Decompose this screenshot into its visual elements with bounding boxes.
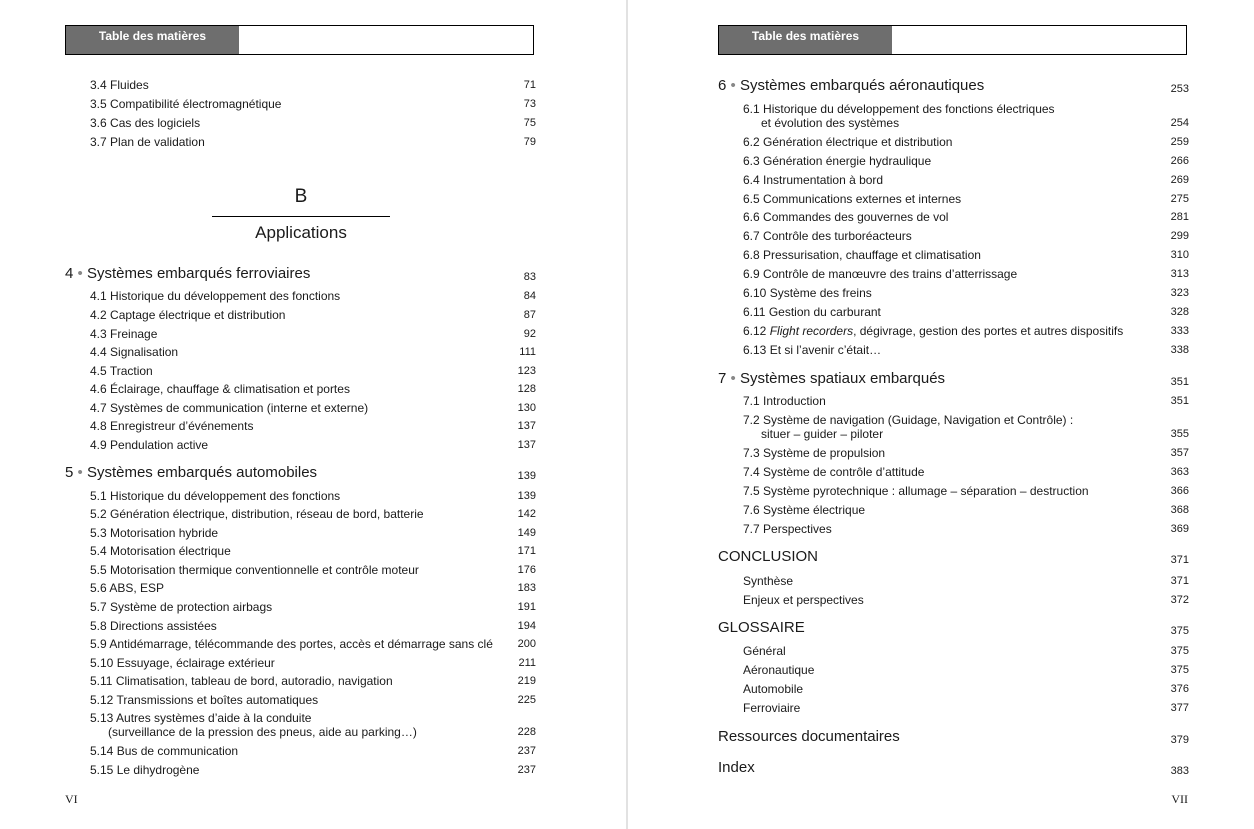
entry-title: Général: [743, 644, 786, 658]
entry-title: Autres systèmes d’aide à la conduite: [116, 711, 312, 725]
entry-label: [90, 507, 424, 521]
page-ref: 128: [517, 383, 536, 395]
page-ref: 139: [517, 470, 536, 482]
page-header: [718, 25, 1187, 55]
entry-title: Système de navigation (Guidage, Navigation et Contrôle) :: [763, 413, 1074, 427]
section-number: 4.2: [90, 308, 107, 322]
page-ref: 228: [517, 726, 536, 738]
entry-label: [90, 563, 419, 577]
entry-label: [743, 267, 1017, 281]
entry-label: [743, 192, 961, 206]
page-ref: 379: [1170, 734, 1189, 746]
entry-label: [718, 370, 945, 388]
page-ref: 254: [1170, 117, 1189, 129]
section-number: 4.9: [90, 438, 107, 452]
entry-label: [90, 763, 199, 777]
entry-label: [743, 305, 881, 319]
section-number: 7.1: [743, 394, 760, 408]
page-ref: 369: [1170, 523, 1189, 535]
entry-title: Communications externes et internes: [763, 192, 962, 206]
entry-title: Freinage: [110, 327, 158, 341]
entry-label: [743, 701, 800, 715]
page-ref: 357: [1170, 447, 1189, 459]
section-number: 7.3: [743, 446, 760, 460]
page-ref: 171: [517, 545, 536, 557]
page-ref: 225: [517, 694, 536, 706]
page-ref: 130: [517, 402, 536, 414]
entry-title: Le dihydrogène: [116, 763, 200, 777]
section-number: 4.3: [90, 327, 107, 341]
entry-title: Système de protection airbags: [110, 600, 273, 614]
page-ref: 183: [517, 582, 536, 594]
entry-title: Climatisation, tableau de bord, autoradio, navigation: [115, 674, 393, 688]
entry-title: Compatibilité électromagnétique: [110, 97, 282, 111]
page-ref: 142: [517, 508, 536, 520]
entry-label: [90, 619, 217, 633]
entry-label: [90, 744, 238, 758]
entry-title: Commandes des gouvernes de vol: [763, 210, 949, 224]
page-ref: 366: [1170, 485, 1189, 497]
page-number: VII: [1171, 792, 1188, 806]
chapter-title: Systèmes embarqués automobiles: [86, 464, 318, 481]
entry-label: [90, 116, 200, 130]
page-ref: 377: [1170, 702, 1189, 714]
left-page: [0, 0, 626, 829]
entry-label: [90, 438, 208, 452]
section-number: 5.10: [90, 656, 114, 670]
section-number: 3.6: [90, 116, 107, 130]
part-title: Applications: [255, 223, 347, 242]
entry-label: [743, 154, 931, 168]
entry-title: Automobile: [743, 682, 804, 696]
page-ref: 275: [1170, 193, 1189, 205]
entry-title: Essuyage, éclairage extérieur: [116, 656, 275, 670]
page-ref: 87: [523, 309, 536, 321]
section-number: 5.1: [90, 489, 107, 503]
entry-title: Historique du développement des fonctions: [110, 489, 341, 503]
entry-label: [743, 324, 1123, 338]
entry-label: [90, 711, 311, 725]
page-ref: 75: [523, 117, 536, 129]
entry-label: [90, 308, 285, 322]
entry-label: [65, 265, 310, 283]
entry-label: [90, 600, 272, 614]
bullet-icon: •: [726, 77, 740, 94]
entry-title: Éclairage, chauffage & climatisation et portes: [110, 382, 350, 396]
section-number: 7.6: [743, 503, 760, 517]
entry-label: [718, 548, 818, 566]
entry-label: [743, 286, 872, 300]
entry-title: Ferroviaire: [743, 701, 801, 715]
entry-title: Ressources documentaires: [718, 728, 900, 745]
section-number: 5.2: [90, 507, 107, 521]
page-ref: 191: [517, 601, 536, 613]
chapter-number: 4: [65, 265, 74, 282]
entry-title: Pendulation active: [110, 438, 209, 452]
section-number: 5.7: [90, 600, 107, 614]
header-title: Table des matières: [751, 29, 860, 43]
entry-title: Signalisation: [110, 345, 179, 359]
chapter-number: 7: [718, 370, 727, 387]
section-number: 5.13: [90, 711, 114, 725]
entry-title: Enjeux et perspectives: [743, 593, 864, 607]
entry-label: [743, 663, 814, 677]
section-number: 6.2: [743, 135, 760, 149]
section-number: 3.5: [90, 97, 107, 111]
entry-title: Introduction: [763, 394, 826, 408]
page-ref: 371: [1170, 575, 1189, 587]
entry-label: [90, 581, 164, 595]
section-number: 5.14: [90, 744, 114, 758]
entry-title: Contrôle de manœuvre des trains d’atterrissage: [763, 267, 1018, 281]
entry-label: [90, 97, 281, 111]
page-number: VI: [65, 792, 78, 806]
entry-label: [743, 343, 881, 357]
entry-label: [743, 210, 948, 224]
entry-label: [718, 619, 805, 637]
section-number: 6.4: [743, 173, 760, 187]
entry-label: [743, 102, 1055, 116]
entry-label: [743, 522, 832, 536]
page-ref: 266: [1170, 155, 1189, 167]
entry-title: Système de propulsion: [763, 446, 886, 460]
entry-title: Génération énergie hydraulique: [763, 154, 932, 168]
section-number: 6.1: [743, 102, 760, 116]
section-number: 4.6: [90, 382, 107, 396]
entry-label: [743, 503, 865, 517]
part-letter: B: [294, 186, 308, 207]
entry-label: [743, 593, 864, 607]
section-number: 4.1: [90, 289, 107, 303]
page-ref: 71: [523, 79, 536, 91]
entry-label: [90, 78, 149, 92]
entry-title: , dégivrage, gestion des portes et autres dispositifs: [853, 324, 1124, 338]
page-ref: 299: [1170, 230, 1189, 242]
page-ref: 371: [1170, 554, 1189, 566]
entry-title: Génération électrique, distribution, réseau de bord, batterie: [110, 507, 424, 521]
entry-label: [718, 728, 900, 746]
entry-label: [743, 465, 924, 479]
page-ref: 237: [517, 764, 536, 776]
section-number: 6.8: [743, 248, 760, 262]
entry-title: Contrôle des turboréacteurs: [763, 229, 912, 243]
section-number: 6.13: [743, 343, 767, 357]
bullet-icon: •: [73, 464, 87, 481]
page-ref: 149: [517, 527, 536, 539]
entry-label: [743, 574, 793, 588]
entry-title: Enregistreur d’événements: [110, 419, 254, 433]
entry-title: Captage électrique et distribution: [110, 308, 286, 322]
page-ref: 111: [519, 346, 536, 358]
page-ref: 92: [523, 328, 536, 340]
section-number: 5.6: [90, 581, 107, 595]
page-ref: 259: [1170, 136, 1189, 148]
entry-label: [90, 401, 368, 415]
page-ref: 375: [1170, 645, 1189, 657]
page-ref: 363: [1170, 466, 1189, 478]
chapter-title: Systèmes embarqués ferroviaires: [86, 265, 311, 282]
section-number: 5.12: [90, 693, 114, 707]
page-ref: 375: [1170, 625, 1189, 637]
entry-title: Perspectives: [763, 522, 832, 536]
entry-title: Génération électrique et distribution: [763, 135, 953, 149]
page-ref: 376: [1170, 683, 1189, 695]
entry-label: [90, 327, 157, 341]
entry-label: [743, 173, 883, 187]
section-number: 6.7: [743, 229, 760, 243]
page-ref: 73: [523, 98, 536, 110]
page-ref: 338: [1170, 344, 1189, 356]
entry-title: Cas des logiciels: [110, 116, 201, 130]
page-ref: 351: [1170, 395, 1189, 407]
page-ref: 383: [1170, 765, 1189, 777]
entry-label: [90, 656, 275, 670]
entry-title-continued: (surveillance de la pression des pneus, aide au parking…): [108, 725, 417, 739]
section-number: 4.5: [90, 364, 107, 378]
entry-title: Et si l’avenir c’était…: [769, 343, 882, 357]
chapter-number: 6: [718, 77, 727, 94]
entry-title: Historique du développement des fonctions électriques: [763, 102, 1055, 116]
entry-label: [90, 364, 153, 378]
page-ref: 84: [523, 290, 536, 302]
page-ref: 253: [1170, 83, 1189, 95]
page-ref: 333: [1170, 325, 1189, 337]
entry-label: [90, 345, 178, 359]
section-number: 5.5: [90, 563, 107, 577]
page-ref: 194: [517, 620, 536, 632]
entry-label: [90, 526, 218, 540]
section-number: 7.2: [743, 413, 760, 427]
section-number: 4.4: [90, 345, 107, 359]
entry-label: [65, 464, 317, 482]
entry-title: Antidémarrage, télécommande des portes, accès et démarrage sans clé: [109, 637, 493, 651]
entry-title: Aéronautique: [743, 663, 815, 677]
page-ref: 351: [1170, 376, 1189, 388]
entry-title: Pressurisation, chauffage et climatisation: [763, 248, 981, 262]
entry-title: ABS, ESP: [109, 581, 165, 595]
part-divider-rule: [212, 216, 390, 217]
entry-label: [90, 289, 340, 303]
page-ref: 323: [1170, 287, 1189, 299]
entry-label: [743, 446, 885, 460]
page-ref: 310: [1170, 249, 1189, 261]
section-number: 6.5: [743, 192, 760, 206]
entry-label: [743, 394, 826, 408]
page-ref: 219: [517, 675, 536, 687]
entry-title: Directions assistées: [110, 619, 217, 633]
entry-title: Transmissions et boîtes automatiques: [116, 693, 319, 707]
entry-title: Fluides: [110, 78, 149, 92]
entry-title: CONCLUSION: [718, 548, 819, 565]
entry-title: Index: [718, 759, 755, 776]
entry-title: Systèmes de communication (interne et externe): [110, 401, 369, 415]
page-ref: 328: [1170, 306, 1189, 318]
entry-title: Plan de validation: [110, 135, 205, 149]
section-number: 6.3: [743, 154, 760, 168]
entry-title: Instrumentation à bord: [763, 173, 884, 187]
entry-label: [743, 229, 912, 243]
bullet-icon: •: [73, 265, 87, 282]
entry-title: Motorisation électrique: [110, 544, 231, 558]
section-number: 6.12: [743, 324, 767, 338]
section-number: 5.3: [90, 526, 107, 540]
entry-title-continued: situer – guider – piloter: [761, 427, 884, 441]
page-ref: 79: [523, 136, 536, 148]
page-ref: 176: [517, 564, 536, 576]
entry-label: [743, 682, 803, 696]
section-number: 3.4: [90, 78, 107, 92]
page-ref: 281: [1170, 211, 1189, 223]
section-number: 6.10: [743, 286, 767, 300]
entry-title: Traction: [109, 364, 153, 378]
entry-label: [743, 413, 1073, 427]
entry-label: [90, 544, 231, 558]
section-number: 5.11: [90, 674, 113, 688]
page-header: [65, 25, 534, 55]
entry-title: Gestion du carburant: [768, 305, 881, 319]
page-ref: 368: [1170, 504, 1189, 516]
entry-label: [90, 419, 253, 433]
section-number: 5.8: [90, 619, 107, 633]
page-ref: 375: [1170, 664, 1189, 676]
section-number: 4.8: [90, 419, 107, 433]
section-number: 7.4: [743, 465, 760, 479]
entry-title: Système de contrôle d’attitude: [763, 465, 925, 479]
page-ref: 83: [523, 271, 536, 283]
entry-title: Bus de communication: [116, 744, 239, 758]
section-number: 6.11: [743, 305, 766, 319]
entry-title: Synthèse: [743, 574, 794, 588]
entry-label: [90, 693, 318, 707]
page-ref: 139: [517, 490, 536, 502]
entry-label: [743, 135, 952, 149]
entry-title: Système électrique: [763, 503, 866, 517]
page-ref: 313: [1170, 268, 1189, 280]
section-number: 6.9: [743, 267, 760, 281]
chapter-number: 5: [65, 464, 74, 481]
section-number: 6.6: [743, 210, 760, 224]
section-number: 5.9: [90, 637, 107, 651]
entry-title: Historique du développement des fonctions: [110, 289, 341, 303]
page-ref: 355: [1170, 428, 1189, 440]
page-ref: 137: [517, 439, 536, 451]
section-number: 7.7: [743, 522, 760, 536]
page-ref: 211: [518, 657, 536, 669]
page-ref: 269: [1170, 174, 1189, 186]
entry-label: [90, 637, 493, 651]
entry-title: GLOSSAIRE: [718, 619, 805, 636]
entry-label: [743, 248, 981, 262]
page-ref: 372: [1170, 594, 1189, 606]
page-ref: 123: [517, 365, 536, 377]
chapter-title: Systèmes spatiaux embarqués: [739, 370, 946, 387]
section-number: 3.7: [90, 135, 107, 149]
entry-title: Système des freins: [769, 286, 872, 300]
right-page: [628, 0, 1254, 829]
entry-label: [90, 135, 205, 149]
entry-label: [90, 382, 350, 396]
entry-label: [90, 489, 340, 503]
entry-title: Système pyrotechnique : allumage – séparation – destruction: [763, 484, 1089, 498]
entry-label: [743, 484, 1089, 498]
entry-label: [743, 644, 786, 658]
entry-label: [90, 674, 393, 688]
entry-label: [718, 77, 984, 95]
section-number: 5.4: [90, 544, 107, 558]
entry-title-italic: Flight recorders: [769, 324, 854, 338]
page-ref: 200: [517, 638, 536, 650]
entry-title-continued: et évolution des systèmes: [761, 116, 900, 130]
section-number: 4.7: [90, 401, 107, 415]
page-ref: 137: [517, 420, 536, 432]
entry-title: Motorisation thermique conventionnelle et contrôle moteur: [110, 563, 419, 577]
chapter-title: Systèmes embarqués aéronautiques: [739, 77, 985, 94]
section-number: 5.15: [90, 763, 114, 777]
page-ref: 237: [517, 745, 536, 757]
header-title: Table des matières: [98, 29, 207, 43]
bullet-icon: •: [726, 370, 740, 387]
entry-title: Motorisation hybride: [110, 526, 219, 540]
entry-label: [718, 759, 755, 777]
section-number: 7.5: [743, 484, 760, 498]
